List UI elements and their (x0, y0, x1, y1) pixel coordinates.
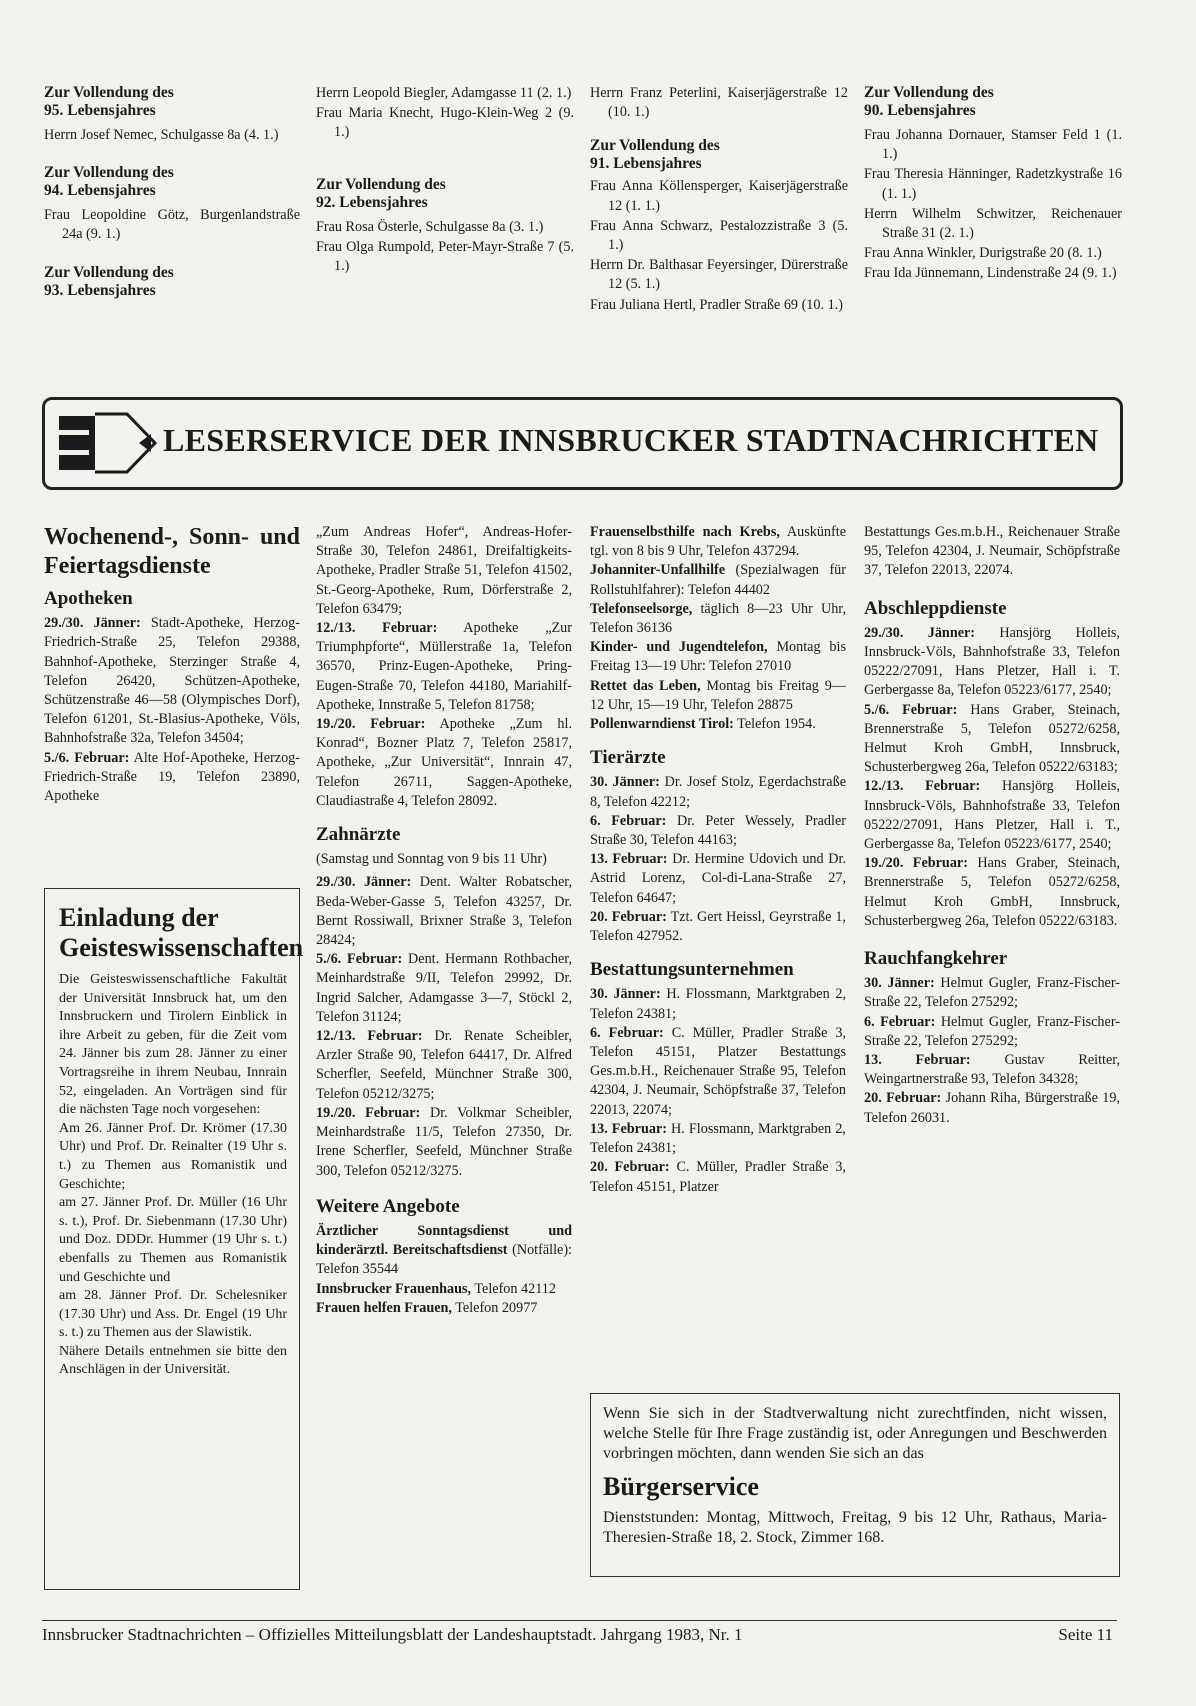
section-heading: Rauchfangkehrer (864, 948, 1008, 970)
service-label: Rettet das Leben, (590, 677, 701, 694)
list-item: Am 26. Jänner Prof. Dr. Krömer (17.30 Uhr) und Prof. Dr. Reinalter (19 Uhr s. t.) zu Themen aus Romanistik und Geschichte; (59, 1120, 287, 1192)
date-label: 30. Jänner: (590, 986, 661, 1003)
date-label: 29./30. Jänner: (44, 615, 141, 632)
entry-text: Alte Hof-Apotheke, Herzog-Friedrich-Straße 19, Telefon 23890, Apotheke (44, 749, 300, 805)
section-heading: Tierärzte (590, 747, 666, 769)
services-col-2 (316, 523, 572, 1318)
list-item: Frau Anna Köllensperger, Kaiserjägerstraße 12 (1. 1.) (590, 178, 848, 214)
date-label: 20. Februar: (590, 908, 667, 925)
entry-text: (Notfälle): Telefon 35544 (316, 1242, 572, 1278)
section-heading: Zur Vollendung des (316, 175, 446, 193)
date-label: 6. Februar: (590, 812, 667, 829)
entry-text: C. Müller, Pradler Straße 3, Telefon 45151, Platzer (590, 1159, 846, 1195)
section-heading: Zur Vollendung des (864, 84, 994, 101)
entry-text: Dent. Walter Robatscher, Beda-Weber-Gasse 5, Telefon 43257, Dr. Bernt Rossiwall, Brixner Straße 3, Telefon 28424; (316, 874, 572, 949)
entry-text: Telefon 1954. (733, 716, 816, 733)
list-item: Frau Leopoldine Götz, Burgenlandstraße 24a (9. 1.) (44, 207, 300, 243)
date-label: 12./13. Februar: (316, 620, 438, 637)
entry-text: Auskünfte tgl. von 8 bis 9 Uhr, Telefon 437294. (590, 524, 846, 560)
entry-text: H. Flossmann, Marktgraben 2, Telefon 24381; (590, 986, 846, 1022)
service-label: Innsbrucker Frauenhaus, (316, 1280, 472, 1297)
entry-text: Bestattungs Ges.m.b.H., Reichenauer Straße 95, Telefon 42304, J. Neumair, Schöpfstraße 37, Telefon 22013, 22074. (864, 524, 1120, 579)
page-footer (42, 1620, 1117, 1645)
list-item: Frau Johanna Dornauer, Stamser Feld 1 (1. 1.) (864, 127, 1122, 163)
list-item: Frau Ida Jünnemann, Lindenstraße 24 (9. 1.) (864, 265, 1117, 282)
page-title: Wochenend-, Sonn- und Feiertagsdienste (44, 524, 300, 579)
date-label: 13. Februar: (590, 851, 668, 868)
list-item: am 28. Jänner Prof. Dr. Schelesniker (17.30 Uhr) und Ass. Dr. Engel (19 Uhr s. t.) zu Themen aus der Slawistik. (59, 1288, 287, 1341)
arrow-logo-icon (59, 410, 159, 476)
section-heading: 90. Lebensjahres (864, 102, 976, 119)
entry-text: Hansjörg Holleis, Innsbruck-Völs, Bahnhofstraße 33, Telefon 05222/27091, Hans Pletzer, Hall i. T., Gerbergasse 8a, Telefon 05223/6177, 2540; (864, 778, 1120, 853)
list-item: Frau Anna Winkler, Durigstraße 20 (8. 1.) (864, 245, 1102, 262)
page-number: Seite 11 (1058, 1625, 1113, 1644)
birthday-col-4 (864, 84, 1122, 285)
date-label: 20. Februar: (864, 1090, 942, 1107)
date-label: 12./13. Februar: (864, 778, 981, 795)
section-heading: Weitere Angebote (316, 1195, 460, 1217)
entry-text: Telefon 20977 (451, 1299, 538, 1316)
date-label: 20. Februar: (590, 1159, 670, 1176)
date-label: 13. Februar: (590, 1120, 667, 1137)
entry-text: „Zum Andreas Hofer“, Andreas-Hofer-Straße 30, Telefon 24861, Dreifaltigkeits-Apotheke, Pradler Straße 51, Telefon 41502, St.-Georg-Apotheke, Rum, Dörferstraße 2, Telefon 63479; (316, 524, 572, 617)
services-col-3 (590, 523, 846, 1197)
section-heading: Zur Vollendung des (44, 84, 174, 101)
birthday-col-2 (316, 84, 574, 277)
service-label: Kinder- und Jugendtelefon, (590, 639, 768, 656)
services-col-4 (864, 523, 1120, 1128)
service-label: Pollenwarndienst Tirol: (590, 716, 734, 733)
buergerservice-title: Bürgerservice (603, 1472, 759, 1501)
birthday-col-1 (44, 84, 300, 300)
section-heading: Apotheken (44, 588, 133, 609)
entry-text: Helmut Gugler, Franz-Fischer-Straße 22, Telefon 275292; (864, 975, 1120, 1011)
list-item: am 27. Jänner Prof. Dr. Müller (16 Uhr s. t.), Prof. Dr. Siebenmann (17.30 Uhr) und Doz. DDDr. Hummer (19 Uhr s. t.) ebenfalls zu Themen aus Romanistik und Geschichte und (59, 1195, 287, 1285)
section-heading: 91. Lebensjahres (590, 155, 702, 173)
date-label: 30. Jänner: (590, 774, 660, 791)
einladung-text: Die Geisteswissenschaftliche Fakultät der Universität Innsbruck hat, um den Innsbruckern und Tirolern Einblick in ihre Arbeit zu geben, für die Zeit vom 24. Jänner bis zum 28. Jänner zu einer Vortragsreihe in ihrem Neubau, Innrain 52, eingeladen. An Vorträgen sind für die nächsten Tage noch vorgesehen: (59, 972, 287, 1118)
list-item: Frau Maria Knecht, Hugo-Klein-Weg 2 (9. 1.) (316, 105, 574, 141)
buergerservice-hours: Dienststunden: Montag, Mittwoch, Freitag, 9 bis 12 Uhr, Rathaus, Maria-Theresien-Straße 18, 2. Stock, Zimmer 168. (603, 1509, 1107, 1546)
entry-text: Tzt. Gert Heissl, Geyrstraße 1, Telefon 427952. (590, 908, 846, 945)
date-label: 5./6. Februar: (44, 749, 130, 766)
date-label: 12./13. Februar: (316, 1028, 423, 1045)
date-label: 6. Februar: (864, 1013, 936, 1030)
list-item: Frau Juliana Hertl, Pradler Straße 69 (10. 1.) (590, 296, 843, 313)
einladung-box (44, 888, 304, 1590)
entry-text: Montag bis Freitag 13—19 Uhr: Telefon 27010 (590, 639, 846, 675)
list-item: Frau Theresia Hänninger, Radetzkystraße 16 (1. 1.) (864, 166, 1122, 202)
list-item: Herrn Dr. Balthasar Feyersinger, Dürerstraße 12 (5. 1.) (590, 257, 848, 293)
service-label: Frauenselbsthilfe nach Krebs, (590, 524, 780, 540)
entry-text: Dr. Peter Wessely, Pradler Straße 30, Telefon 44163; (590, 812, 846, 849)
service-label: Telefonseelsorge, (590, 600, 693, 617)
buergerservice-intro: Wenn Sie sich in der Stadtverwaltung nicht zurechtfinden, nicht wissen, welche Stelle für Ihre Frage zuständig ist, oder Anregungen und Beschwerden vorbringen möchten, dann wenden Sie sich an das (603, 1405, 1107, 1462)
date-label: 19./20. Februar: (316, 716, 426, 733)
date-label: 19./20. Februar: (316, 1104, 421, 1121)
entry-text: Dr. Renate Scheibler, Arzler Straße 90, Telefon 64417, Dr. Alfred Scherfler, Seefeld, Münchner Straße 300, Telefon 05212/3275; (316, 1028, 572, 1102)
date-label: 5./6. Februar: (316, 951, 403, 968)
entry-text: Dent. Hermann Rothbacher, Meinhardstraße 9/II, Telefon 29992, Dr. Ingrid Salcher, Adamgasse 3—7, Stöckl 2, Telefon 31124; (316, 951, 572, 1025)
list-item: Frau Rosa Österle, Schulgasse 8a (3. 1.) (316, 218, 544, 235)
date-label: 29./30. Jänner: (316, 874, 412, 891)
services-col-1 (44, 523, 300, 806)
footer-publication: Innsbrucker Stadtnachrichten – Offizielles Mitteilungsblatt der Landeshauptstadt. Jahrgang 1983, Nr. 1 (42, 1625, 743, 1644)
note-text: (Samstag und Sonntag von 9 bis 11 Uhr) (316, 851, 547, 868)
entry-text: Telefon 42112 (471, 1280, 556, 1297)
entry-text: Dr. Hermine Udovich und Dr. Astrid Lorenz, Col-di-Lana-Straße 27, Telefon 64647; (590, 851, 846, 906)
entry-text: Hans Graber, Steinach, Brennerstraße 5, Telefon 05272/6258, Helmut Kroh GmbH, Innsbruck, Schusterbergweg 26a, Telefon 05222/63183. (864, 855, 1120, 929)
birthday-col-3 (590, 84, 848, 316)
entry-text: Gustav Reitter, Weingartnerstraße 93, Telefon 34328; (864, 1052, 1120, 1088)
section-heading: Bestattungsunternehmen (590, 959, 794, 981)
section-heading: Zahnärzte (316, 824, 401, 846)
entry-text: Montag bis Freitag 9—12 Uhr, 15—19 Uhr, Telefon 28875 (590, 677, 846, 713)
section-heading: 93. Lebensjahres (44, 281, 156, 299)
list-item: Herrn Josef Nemec, Schulgasse 8a (4. 1.) (44, 127, 279, 143)
list-item: Herrn Leopold Biegler, Adamgasse 11 (2. 1.) (316, 85, 572, 101)
entry-text: (Spezialwagen für Rollstuhlfahrer): Telefon 44402 (590, 562, 846, 598)
entry-text: Helmut Gugler, Franz-Fischer-Straße 22, Telefon 275292; (864, 1013, 1120, 1049)
date-label: 5./6. Februar: (864, 701, 958, 718)
service-label: Frauen helfen Frauen, (316, 1299, 452, 1316)
entry-text: Dr. Josef Stolz, Egerdachstraße 8, Telefon 42212; (590, 774, 846, 810)
entry-text: Dr. Volkmar Scheibler, Meinhardstraße 11/5, Telefon 27350, Dr. Irene Scherfler, Seefeld, Münchner Straße 300, Telefon 05212/3275. (316, 1104, 572, 1179)
date-label: 13. Februar: (864, 1052, 971, 1069)
section-heading: 92. Lebensjahres (316, 193, 428, 211)
leserservice-banner (42, 397, 1123, 490)
date-label: 19./20. Februar: (864, 855, 968, 872)
entry-text: Stadt-Apotheke, Herzog-Friedrich-Straße 25, Telefon 29388, Bahnhof-Apotheke, Sterzinger Straße 4, Telefon 26420, Schützen-Apotheke, Schützenstraße 46—58 (Olympisches Dorf), Telefon 61201, St.-Blasius-Apotheke, Völs, Bahnhofstraße 32a, Telefon 34504; (44, 615, 300, 747)
section-heading: Abschleppdienste (864, 597, 1007, 619)
service-label: Ärztlicher Sonntagsdienst und kinderärztl. Bereitschaftsdienst (316, 1222, 572, 1259)
date-label: 6. Februar: (590, 1024, 664, 1041)
entry-text: Hans Graber, Steinach, Brennerstraße 5, Telefon 05272/6258, Helmut Kroh GmbH, Innsbruck, Schusterbergweg 26a, Telefon 05222/63183; (864, 701, 1120, 776)
list-item: Frau Olga Rumpold, Peter-Mayr-Straße 7 (5. 1.) (316, 238, 574, 275)
date-label: 29./30. Jänner: (864, 624, 976, 641)
einladung-title: Einladung der Geisteswissenschaften (59, 903, 304, 962)
entry-text: Apotheke „Zur Triumphpforte“, Müllerstraße 1a, Telefon 36570, Prinz-Eugen-Apotheke, Pring-Eugen-Straße 70, Telefon 44180, Mariahilf-Apotheke, Innstraße 5, Telefon 81758; (316, 620, 572, 713)
list-item: Herrn Franz Peterlini, Kaiserjägerstraße 12 (10. 1.) (590, 85, 848, 121)
section-heading: 95. Lebensjahres (44, 102, 156, 119)
entry-text: H. Flossmann, Marktgraben 2, Telefon 24381; (590, 1120, 846, 1157)
entry-text: C. Müller, Pradler Straße 3, Telefon 45151, Platzer Bestattungs Ges.m.b.H., Reichenauer Straße 95, Telefon 42304, J. Neumair, Schöpfstraße 37, Telefon 22013, 22074; (590, 1024, 846, 1118)
entry-text: täglich 8—23 Uhr Uhr, Telefon 36136 (590, 600, 846, 637)
banner-title: LESERSERVICE DER INNSBRUCKER STADTNACHRICHTEN (163, 422, 1099, 458)
section-heading: Zur Vollendung des (44, 263, 174, 281)
date-label: 30. Jänner: (864, 975, 935, 992)
entry-text: Johann Riha, Bürgerstraße 19, Telefon 26031. (864, 1090, 1120, 1126)
list-item: Herrn Wilhelm Schwitzer, Reichenauer Straße 31 (2. 1.) (864, 205, 1122, 242)
section-heading: Zur Vollendung des (590, 137, 720, 155)
entry-text: Apotheke „Zum hl. Konrad“, Bozner Platz 7, Telefon 25817, Apotheke, „Zur Universität“, Innrain 47, Telefon 26711, Saggen-Apotheke, Claudiastraße 4, Telefon 28092. (316, 716, 572, 809)
buergerservice-box (590, 1393, 1120, 1577)
einladung-closing: Nähere Details entnehmen sie bitte den Anschlägen in der Universität. (59, 1343, 287, 1378)
section-heading: Zur Vollendung des (44, 164, 174, 182)
entry-text: Hansjörg Holleis, Innsbruck-Völs, Bahnhofstraße 33, Telefon 05222/27091, Hans Pletzer, Hall i. T. Gerbergasse 8a, Telefon 05223/6177, 2540; (864, 624, 1120, 699)
service-label: Johanniter-Unfallhilfe (590, 562, 726, 579)
section-heading: 94. Lebensjahres (44, 182, 156, 200)
list-item: Frau Anna Schwarz, Pestalozzistraße 3 (5. 1.) (590, 217, 848, 254)
